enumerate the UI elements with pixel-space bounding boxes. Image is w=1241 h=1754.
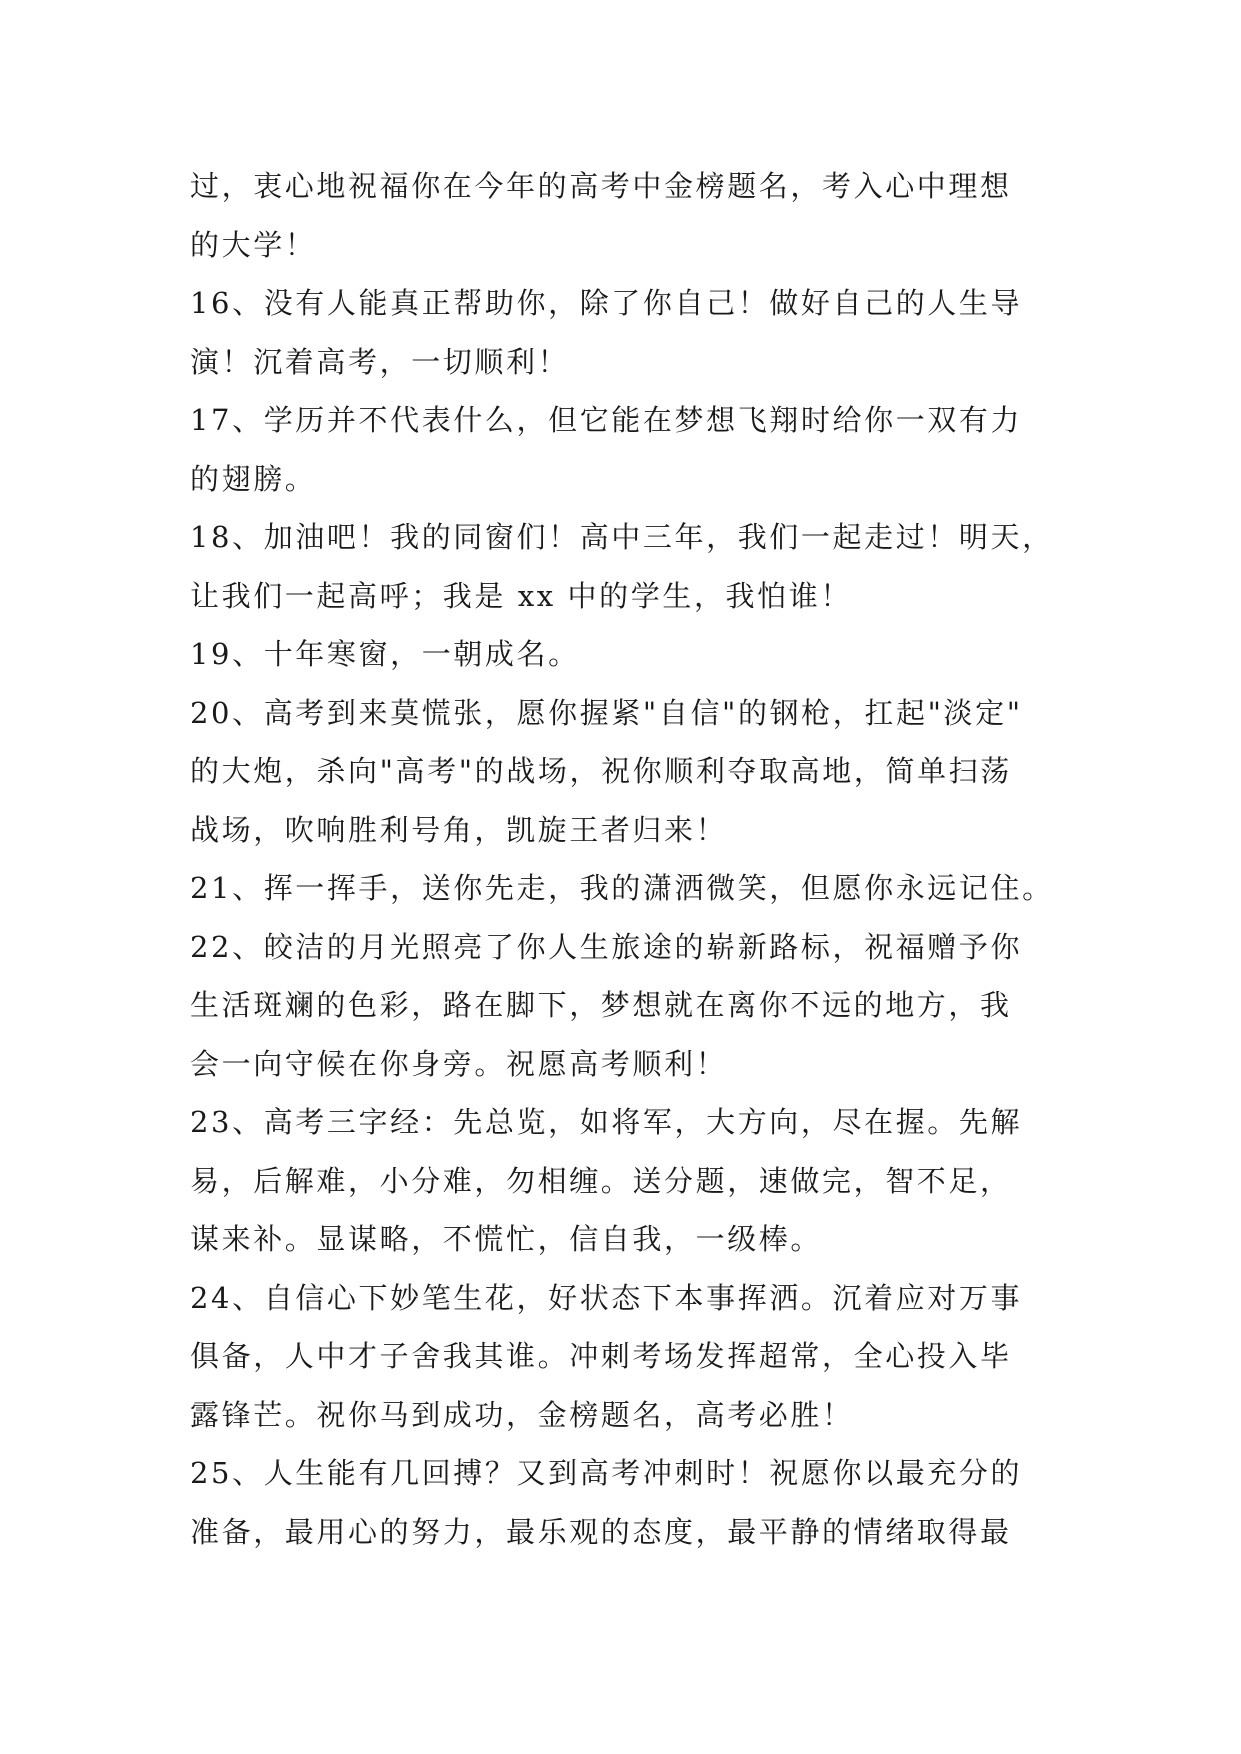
text-line: 生活斑斓的色彩，路在脚下，梦想就在离你不远的地方，我: [190, 988, 1012, 1022]
text-line: 易，后解难，小分难，勿相缠。送分题，速做完，智不足，: [190, 1163, 1012, 1198]
text-line: 17、学历并不代表什么，但它能在梦想飞翔时给你一双有力: [190, 403, 1023, 437]
text-line: 露锋芒。祝你马到成功，金榜题名，高考必胜！: [190, 1397, 854, 1432]
text-line: 的大炮，杀向"高考"的战场，祝你顺利夺取高地，简单扫荡: [190, 754, 1012, 788]
text-line: 会一向守候在你身旁。祝愿高考顺利！: [190, 1046, 728, 1081]
text-line: 让我们一起高呼；我是 xx 中的学生，我怕谁！: [190, 578, 852, 613]
text-line: 23、高考三字经：先总览，如将军，大方向，尽在握。先解: [190, 1105, 1023, 1139]
text-line: 25、人生能有几回搏？又到高考冲刺时！祝愿你以最充分的: [190, 1456, 1023, 1490]
text-line: 准备，最用心的努力，最乐观的态度，最平静的情绪取得最: [190, 1514, 1012, 1549]
text-line: 16、没有人能真正帮助你，除了你自己！做好自己的人生导: [190, 286, 1023, 320]
text-line: 战场，吹响胜利号角，凯旋王者归来！: [190, 812, 728, 847]
text-line: 谋来补。显谋略，不慌忙，信自我，一级棒。: [190, 1222, 823, 1256]
text-line: 俱备，人中才子舍我其谁。冲刺考场发挥超常，全心投入毕: [190, 1339, 1012, 1373]
text-line: 19、十年寒窗，一朝成名。: [190, 637, 580, 671]
text-line: 的翅膀。: [190, 461, 317, 496]
text-line: 过，衷心地祝福你在今年的高考中金榜题名，考入心中理想: [190, 169, 1012, 203]
text-line: 22、皎洁的月光照亮了你人生旅途的崭新路标，祝福赠予你: [190, 929, 1023, 964]
text-line: 20、高考到来莫慌张，愿你握紧"自信"的钢枪，扛起"淡定": [190, 695, 1023, 730]
text-line: 的大学！: [190, 227, 317, 262]
text-line: 21、挥一挥手，送你先走，我的潇洒微笑，但愿你永远记住。: [190, 871, 1054, 905]
text-line: 演！沉着高考，一切顺利！: [190, 344, 570, 379]
text-line: 18、加油吧！我的同窗们！高中三年，我们一起走过！明天，: [190, 520, 1054, 554]
text-line: 24、自信心下妙笔生花，好状态下本事挥洒。沉着应对万事: [190, 1280, 1023, 1315]
body-text: [190, 157, 1070, 1561]
